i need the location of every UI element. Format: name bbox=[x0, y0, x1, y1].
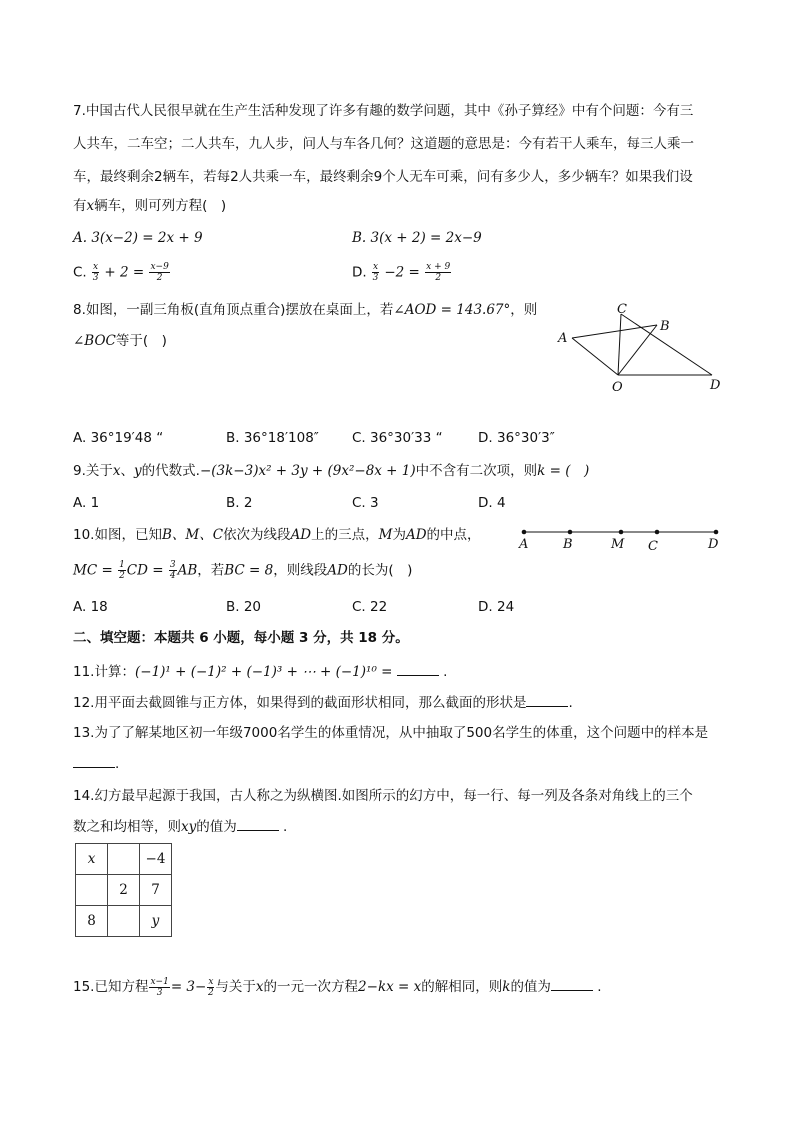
q9-line-1: 9.关于x、y的代数式.−(3k−3)x² + 3y + (9x²−8x + 1)中不含有二次项，则k = ( ) bbox=[73, 463, 590, 479]
q8-option-d: D. 36°30′3″ bbox=[478, 430, 555, 446]
magic-square-row bbox=[76, 875, 172, 906]
q7-line-3: 车，最终剩余2辆车，若每2人共乘一车，最终剩余9个人无车可乘，问有多少人，多少辆车？如果我们设 bbox=[73, 169, 693, 185]
q8-label-b: B bbox=[660, 319, 670, 334]
q8-label-a: A bbox=[558, 331, 568, 346]
q10-line-2: MC = $\frac{1}{2}$ CD = $\frac{3}{4}$ AB，若BC = 8，则线段AD的长为( ) bbox=[73, 560, 413, 581]
q10-point-c bbox=[655, 530, 660, 535]
magic-square-cell: 8 bbox=[76, 906, 108, 937]
q7-d-frac-right: $\frac{x + 9}{2}$ bbox=[426, 262, 451, 283]
q10-label-m: M bbox=[611, 537, 625, 552]
q10-point-a bbox=[522, 530, 527, 535]
q10-option-b: B. 20 bbox=[226, 599, 262, 615]
q10-option-c: C. 22 bbox=[352, 599, 388, 615]
q10-label-c: C bbox=[648, 539, 658, 552]
magic-square-cell bbox=[108, 906, 140, 937]
q8-triangle-figure bbox=[550, 300, 730, 400]
q7-var-x: x bbox=[86, 198, 95, 214]
q7-line-1: 7.中国古代人民很早就在生产生活种发现了许多有趣的数学问题，其中《孙子算经》中有个问题：今有三 bbox=[73, 103, 694, 119]
q10-frac-half: $\frac{1}{2}$ bbox=[119, 560, 125, 581]
q15-line: 15.已知方程 $\frac{x-1}{3}$ = 3− $\frac{x}{2}$ 与关于x的一元一次方程2−kx = x的解相同，则k的值为 . bbox=[73, 976, 602, 998]
q7-c-frac-left: $\frac{x}{3}$ bbox=[92, 262, 99, 283]
q8-line-2: ∠BOC等于( ) bbox=[73, 333, 167, 349]
q14-answer-blank[interactable] bbox=[237, 816, 279, 831]
q12-line: 12.用平面去截圆锥与正方体，如果得到的截面形状相同，那么截面的形状是 . bbox=[73, 692, 573, 713]
q8-option-b: B. 36°18′108″ bbox=[226, 430, 319, 446]
q10-frac-three-quarters: $\frac{3}{4}$ bbox=[169, 560, 176, 581]
q9-option-b: B. 2 bbox=[226, 495, 253, 511]
q8-label-o: O bbox=[612, 380, 623, 395]
q10-point-d bbox=[714, 530, 719, 535]
q15-answer-blank[interactable] bbox=[551, 976, 593, 991]
q12-answer-blank[interactable] bbox=[526, 692, 568, 707]
magic-square-row bbox=[76, 906, 172, 937]
q7-line-4: 有x辆车，则可列方程( ) bbox=[73, 198, 227, 214]
q15-frac-left: $\frac{x-1}{3}$ bbox=[150, 976, 169, 998]
q10-line-1: 10.如图，已知B、M、C依次为线段AD上的三点，M为AD的中点， bbox=[73, 527, 481, 543]
q11-answer-blank[interactable] bbox=[397, 661, 439, 676]
q14-line-1: 14.幻方最早起源于我国，古人称之为纵横图.如图所示的幻方中，每一行、每一列及各条对角线上的三个 bbox=[73, 788, 693, 804]
q10-option-d: D. 24 bbox=[478, 599, 515, 615]
q10-option-a: A. 18 bbox=[73, 599, 108, 615]
q10-label-a: A bbox=[519, 537, 529, 552]
q9-option-c: C. 3 bbox=[352, 495, 379, 511]
q8-option-a: A. 36°19′48 “ bbox=[73, 430, 164, 446]
q11-line: 11.计算：(−1)¹ + (−1)² + (−1)³ + ⋯ + (−1)¹⁰ = . bbox=[73, 661, 447, 682]
q9-option-a: A. 1 bbox=[73, 495, 100, 511]
q10-point-b bbox=[568, 530, 573, 535]
q9-option-d: D. 4 bbox=[478, 495, 506, 511]
q13-line-2: . bbox=[73, 753, 119, 774]
q10-label-d: D bbox=[708, 537, 719, 552]
magic-square-cell: x bbox=[76, 844, 108, 875]
q13-line-1: 13.为了了解某地区初一年级7000名学生的体重情况，从中抽取了500名学生的体重，这个问题中的样本是 bbox=[73, 725, 709, 741]
magic-square-cell: y bbox=[140, 906, 172, 937]
q7-line-2: 人共车，二车空；二人共车，九人步，问人与车各几何？这道题的意思是：今有若干人乘车，每三人乘一 bbox=[73, 136, 694, 152]
q7-d-frac-left: $\frac{x}{3}$ bbox=[372, 262, 379, 283]
magic-square-cell: 7 bbox=[140, 875, 172, 906]
q15-frac-right: $\frac{x}{2}$ bbox=[208, 976, 214, 998]
q10-segment-figure bbox=[515, 520, 725, 552]
q8-option-c: C. 36°30′33 “ bbox=[352, 430, 443, 446]
q10-label-b: B bbox=[563, 537, 573, 552]
magic-square-cell: 2 bbox=[108, 875, 140, 906]
q7-c-frac-right: $\frac{x-9}{2}$ bbox=[150, 262, 169, 283]
q7-option-b: B. 3(x + 2) = 2x−9 bbox=[352, 230, 482, 246]
section-heading-fill-in: 二、填空题：本题共 6 小题，每小题 3 分，共 18 分。 bbox=[73, 630, 409, 646]
magic-square-cell: −4 bbox=[140, 844, 172, 875]
q14-line-2: 数之和均相等，则xy的值为 . bbox=[73, 816, 287, 837]
q7-option-a: A. 3(x−2) = 2x + 9 bbox=[73, 230, 203, 246]
q13-answer-blank[interactable] bbox=[73, 753, 115, 768]
magic-square-cell bbox=[108, 844, 140, 875]
magic-square-cell bbox=[76, 875, 108, 906]
q7-option-d: D. $\frac{x}{3}$ −2 = $\frac{x + 9}{2}$ bbox=[352, 262, 451, 283]
q10-point-m bbox=[619, 530, 624, 535]
magic-square-row bbox=[76, 844, 172, 875]
magic-square-grid bbox=[75, 843, 172, 937]
q8-label-c: C bbox=[617, 302, 627, 317]
q8-label-d: D bbox=[710, 378, 721, 393]
q7-option-c: C. $\frac{x}{3}$ + 2 = $\frac{x-9}{2}$ bbox=[73, 262, 169, 283]
q8-line-1: 8.如图，一副三角板(直角顶点重合)摆放在桌面上，若∠AOD = 143.67°，则 bbox=[73, 302, 538, 318]
